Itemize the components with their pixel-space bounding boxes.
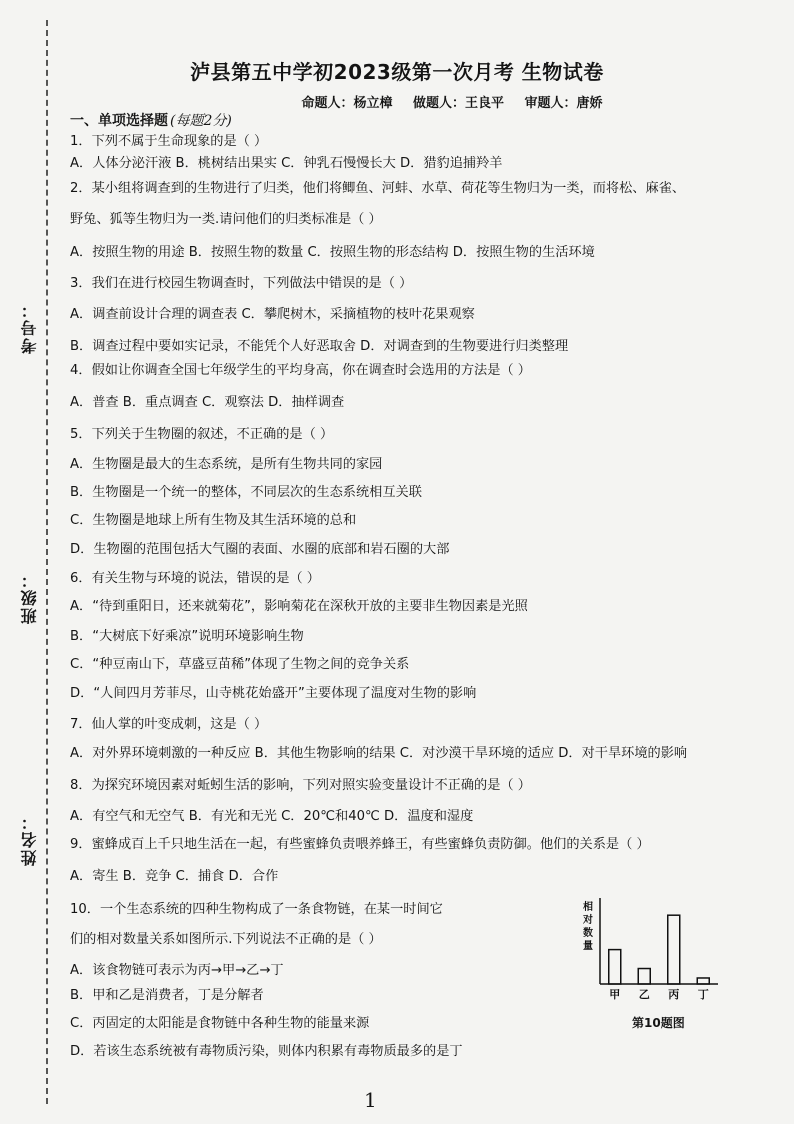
- y-axis-label: 相: [583, 902, 593, 913]
- question-line: C．生物圈是地球上所有生物及其生活环境的总和: [70, 513, 357, 528]
- question-line: A．人体分泌汗液 B．桃树结出果实 C．钟乳石慢慢长大 D．猎豹追捕羚羊: [70, 156, 503, 171]
- class-label: 班级：: [20, 570, 39, 624]
- section-heading: [70, 110, 232, 130]
- x-tick-label: 丙: [668, 988, 680, 1001]
- exam-title: 泸县第五中学初2023级第一次月考 生物试卷: [190, 60, 604, 84]
- reviewer: 审题人：唐娇: [524, 96, 603, 111]
- question-line: D．“人间四月芳菲尽，山寺桃花始盛开”主要体现了温度对生物的影响: [70, 686, 477, 701]
- question-line: D．若该生态系统被有毒物质污染，则体内积累有毒物质最多的是丁: [70, 1044, 463, 1059]
- x-tick-label: 乙: [638, 988, 650, 1001]
- proposer: 命题人：杨立樟: [301, 96, 393, 111]
- bar-丙: [668, 915, 680, 984]
- x-tick-label: 丁: [697, 988, 709, 1001]
- question-line: A．对外界环境刺激的一种反应 B．其他生物影响的结果 C．对沙漠干旱环境的适应 D．对干旱环境的影响: [70, 746, 688, 761]
- question-line: D．生物圈的范围包括大气圈的表面、水圈的底部和岩石圈的大部: [70, 542, 450, 557]
- handwritten-note: (每题2分): [170, 113, 232, 129]
- question-line: 1．下列不属于生命现象的是（ ）: [70, 134, 268, 149]
- question-line: 9．蜜蜂成百上千只地生活在一起，有些蜜蜂负责喂养蜂王，有些蜜蜂负责防御。他们的关系是（ ）: [70, 837, 650, 852]
- authors: [0, 92, 794, 111]
- question-line: 2．某小组将调查到的生物进行了归类，他们将鲫鱼、河蚌、水草、荷花等生物归为一类，而将松、麻雀、: [70, 181, 686, 196]
- question-line: 们的相对数量关系如图所示.下列说法不正确的是（ ）: [70, 932, 382, 947]
- question-line: 10．一个生态系统的四种生物构成了一条食物链，在某一时间它: [70, 902, 443, 917]
- question-line: C．丙固定的太阳能是食物链中各种生物的能量来源: [70, 1016, 370, 1031]
- question-line: 3．我们在进行校园生物调查时，下列做法中错误的是（ ）: [70, 276, 413, 291]
- question-line: C．“种豆南山下，草盛豆苗稀”体现了生物之间的竞争关系: [70, 657, 410, 672]
- question-line: B．甲和乙是消费者，丁是分解者: [70, 988, 264, 1003]
- section-label: 一、单项选择题: [70, 113, 168, 129]
- question-line: B．调查过程中要如实记录，不能凭个人好恶取舍 D．对调查到的生物要进行归类整理: [70, 339, 569, 354]
- maker: 做题人：王良平: [412, 96, 504, 111]
- bar-甲: [609, 950, 621, 984]
- question-line: A．调查前设计合理的调查表 C．攀爬树木，采摘植物的枝叶花果观察: [70, 307, 475, 322]
- y-axis-label: 数: [583, 928, 593, 939]
- question-line: A．寄生 B．竞争 C．捕食 D．合作: [70, 869, 279, 884]
- question-line: 8．为探究环境因素对蚯蚓生活的影响，下列对照实验变量设计不正确的是（ ）: [70, 778, 531, 793]
- page-number: 1: [364, 1088, 377, 1112]
- question-line: A．“待到重阳日，还来就菊花”，影响菊花在深秋开放的主要非生物因素是光照: [70, 599, 528, 614]
- question-line: A．有空气和无空气 B．有光和无光 C．20℃和40℃ D．温度和湿度: [70, 809, 474, 824]
- exam-number-label: 考号：: [20, 300, 39, 354]
- bar-丁: [697, 978, 709, 984]
- question-line: 5．下列关于生物圈的叙述，不正确的是（ ）: [70, 427, 334, 442]
- question-line: B．生物圈是一个统一的整体，不同层次的生态系统相互关联: [70, 485, 422, 500]
- question-line: 6．有关生物与环境的说法，错误的是（ ）: [70, 571, 320, 586]
- question-line: A．生物圈是最大的生态系统，是所有生物共同的家园: [70, 457, 383, 472]
- chart-caption: 第10题图: [632, 1016, 685, 1030]
- question-line: A．该食物链可表示为丙→甲→乙→丁: [70, 963, 284, 978]
- y-axis-label: 对: [583, 915, 593, 926]
- bar-乙: [638, 969, 650, 984]
- binding-line: [46, 20, 48, 1104]
- question-line: A．按照生物的用途 B．按照生物的数量 C．按照生物的形态结构 D．按照生物的生活环境: [70, 245, 595, 260]
- question-line: A．普查 B．重点调查 C．观察法 D．抽样调查: [70, 395, 345, 410]
- y-axis-label: 量: [583, 941, 593, 952]
- question-line: 7．仙人掌的叶变成刺，这是（ ）: [70, 717, 268, 732]
- question-line: B．“大树底下好乘凉”说明环境影响生物: [70, 629, 304, 644]
- question-line: 4．假如让你调查全国七年级学生的平均身高，你在调查时会选用的方法是（ ）: [70, 363, 531, 378]
- question-line: 野兔、狐等生物归为一类.请问他们的归类标准是（ ）: [70, 212, 382, 227]
- name-label: 姓名：: [20, 812, 39, 866]
- x-tick-label: 甲: [609, 988, 621, 1001]
